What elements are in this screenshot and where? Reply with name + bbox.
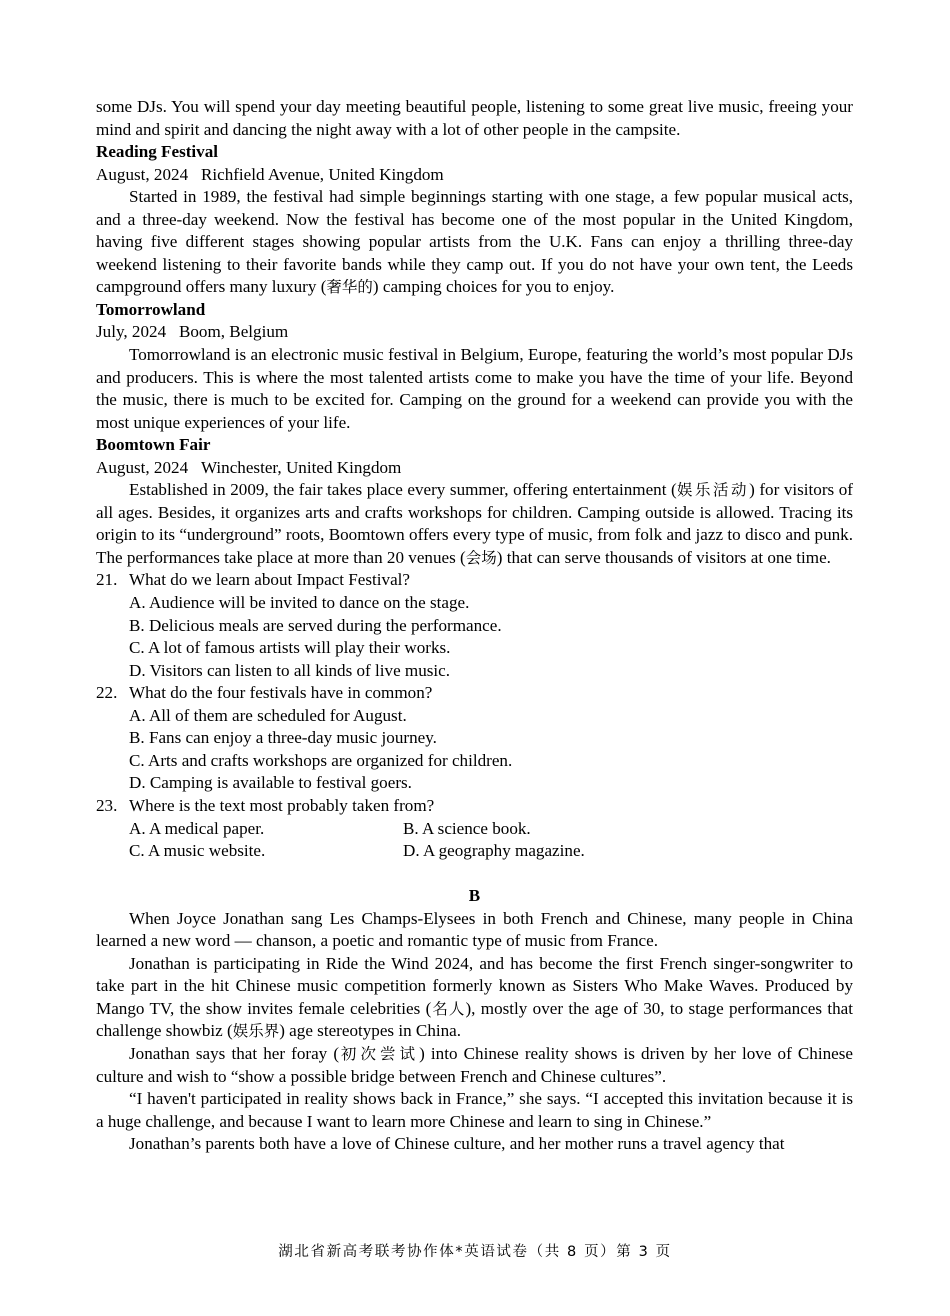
description-text-c: ) that can serve thousands of visitors at one time. <box>496 547 831 567</box>
chinese-gloss: 奢华的 <box>326 278 373 297</box>
question-23-options-row-2 <box>96 840 853 863</box>
exam-page-content <box>96 96 853 1156</box>
festival-meta-boomtown <box>96 457 853 480</box>
question-21-option-d[interactable]: D. Visitors can listen to all kinds of live music. <box>129 660 451 680</box>
chinese-gloss: 初次尝试 <box>339 1044 420 1063</box>
section-b-paragraph-3 <box>96 1043 853 1088</box>
question-prompt: What do we learn about Impact Festival? <box>129 570 410 590</box>
festival-location: Richfield Avenue, United Kingdom <box>200 164 444 184</box>
meta-gap <box>188 458 201 477</box>
festival-description-reading <box>96 186 853 299</box>
festival-meta-tomorrowland <box>96 321 853 344</box>
description-text-b: ) camping choices for you to enjoy. <box>372 277 615 297</box>
description-text-a: Established in 2009, the fair takes place every summer, offering entertainment ( <box>129 480 677 500</box>
festival-location: Boom, Belgium <box>178 322 289 342</box>
question-21-option-c[interactable]: C. A lot of famous artists will play their works. <box>129 638 451 658</box>
chinese-gloss: 名人 <box>431 999 466 1018</box>
paragraph-text-c: ) age stereotypes in China. <box>279 1021 462 1041</box>
paragraph-text-b: ), mostly over the age of 30, to stage performances that challenge showbiz ( <box>96 998 853 1041</box>
festival-heading-reading: Reading Festival <box>96 142 219 162</box>
question-23-option-b[interactable]: B. A science book. <box>403 818 531 838</box>
section-b-paragraph-2 <box>96 953 853 1043</box>
paragraph-text-a: Jonathan is participating in Ride the Wind 2024, and has become the first French singer-songwriter to take part in the hit Chinese music competition formerly known as Sisters Who Make Waves. Produced by Mango TV, the show invites female celebrities ( <box>96 953 853 1018</box>
question-23 <box>96 795 853 818</box>
question-22-option-b[interactable]: B. Fans can enjoy a three-day music journey. <box>129 728 437 748</box>
festival-location: Winchester, United Kingdom <box>200 457 402 477</box>
section-b-paragraph-5: Jonathan’s parents both have a love of Chinese culture, and her mother runs a travel agency that <box>129 1134 785 1154</box>
section-b-paragraph-1: When Joyce Jonathan sang Les Champs-Elysees in both French and Chinese, many people in China learned a new word — chanson, a poetic and romantic type of music from France. <box>96 908 853 951</box>
section-b-paragraph-4: “I haven't participated in reality shows back in France,” she says. “I accepted this invitation because it is a huge challenge, and because I want to learn more Chinese and learn to sing in Chinese.” <box>96 1089 853 1131</box>
question-23-option-c[interactable]: C. A music website. <box>129 841 266 861</box>
question-22-option-a[interactable]: A. All of them are scheduled for August. <box>129 705 407 725</box>
question-22-option-c[interactable]: C. Arts and crafts workshops are organized for children. <box>129 750 513 770</box>
chinese-gloss-secondary: 会场 <box>465 548 497 567</box>
page-footer: 湖北省新高考联考协作体*英语试卷（共 8 页）第 3 页 <box>278 1244 672 1260</box>
section-letter-b: B <box>468 886 481 906</box>
festival-meta-reading <box>96 164 853 187</box>
festival-heading-boomtown: Boomtown Fair <box>96 435 211 455</box>
meta-gap <box>166 322 179 341</box>
festival-date: August, 2024 <box>96 164 189 184</box>
question-23-option-d[interactable]: D. A geography magazine. <box>403 841 585 861</box>
festival-description-boomtown <box>96 479 853 569</box>
continuation-paragraph: some DJs. You will spend your day meeting beautiful people, listening to some great live music, freeing your mind and spirit and dancing the night away with a lot of other people in the campsite. <box>96 97 853 139</box>
question-number: 22. <box>96 683 118 703</box>
festival-date: July, 2024 <box>96 322 167 342</box>
question-22-option-d[interactable]: D. Camping is available to festival goers. <box>129 773 412 793</box>
festival-date: August, 2024 <box>96 457 189 477</box>
question-number: 21. <box>96 570 118 590</box>
question-21-option-a[interactable]: A. Audience will be invited to dance on the stage. <box>129 593 470 613</box>
paragraph-text-b: ) into Chinese reality shows is driven by her love of Chinese culture and wish to “show a possible bridge between French and Chinese cultures”. <box>96 1043 853 1086</box>
festival-heading-tomorrowland: Tomorrowland <box>96 299 206 319</box>
question-21-option-b[interactable]: B. Delicious meals are served during the performance. <box>129 615 502 635</box>
question-23-options-row-1 <box>96 818 853 841</box>
question-number: 23. <box>96 795 118 815</box>
question-prompt: Where is the text most probably taken from? <box>129 795 435 815</box>
question-23-option-a[interactable]: A. A medical paper. <box>129 818 265 838</box>
section-spacer <box>96 863 853 886</box>
festival-description-tomorrowland: Tomorrowland is an electronic music festival in Belgium, Europe, featuring the world’s most popular DJs and producers. This is where the most talented artists come to make you have the time of your life. Beyond the music, there is much to be excited for. Camping on the ground for a weekend can provide you with the most unique experiences of your life. <box>96 345 853 432</box>
description-text-b: ) for visitors of all ages. Besides, it organizes arts and crafts workshops for children. Camping outside is allowed. Tracing its origin to its “underground” roots, Boomtown offers every type of music, from folk and jazz to disco and punk. The performances take place at more than 20 venues ( <box>96 480 853 567</box>
description-text-a: Started in 1989, the festival had simple beginnings starting with one stage, a few popular musical acts, and a three-day weekend. Now the festival has become one of the most popular in the United Kingdom, having five different stages showing popular artists from the U.K. Fans can enjoy a thrilling three-day weekend listening to their favorite bands while they camp out. If you do not have your own tent, the Leeds campground offers many luxury ( <box>96 187 853 297</box>
chinese-gloss-secondary: 娱乐界 <box>232 1022 280 1041</box>
question-22 <box>96 682 853 705</box>
paragraph-text-a: Jonathan says that her foray ( <box>129 1043 340 1063</box>
question-prompt: What do the four festivals have in common? <box>129 683 433 703</box>
meta-gap <box>188 165 201 184</box>
question-21 <box>96 569 853 592</box>
chinese-gloss: 娱乐活动 <box>676 481 750 500</box>
